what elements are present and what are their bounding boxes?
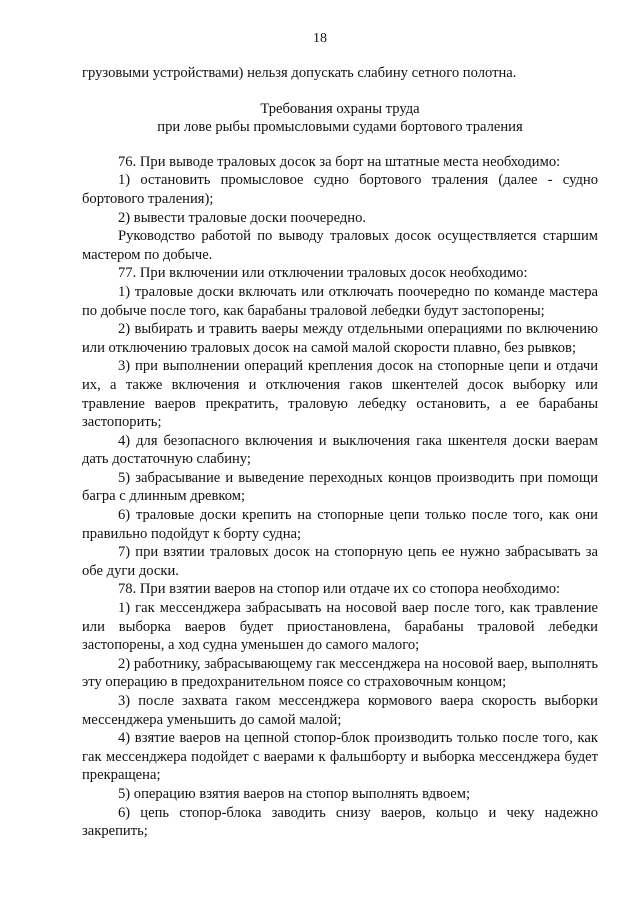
paragraph-77-item-5: 5) забрасывание и выведение переходных концов производить при помощи багра с длинным древком; xyxy=(82,469,598,505)
paragraph-78-item-1: 1) гак мессенджера забрасывать на носовой ваер после того, как травление или выборка ваеров будет приостановлена, барабаны траловой лебедки застопорены, а ход судна уменьшен до самого малого; xyxy=(82,600,598,654)
intro-paragraph: грузовыми устройствами) нельзя допускать слабину сетного полотна. xyxy=(82,65,517,81)
paragraph-76: 76. При выводе траловых досок за борт на штатные места необходимо: xyxy=(118,153,561,170)
paragraph-76-item-2: 2) вывести траловые доски поочередно. xyxy=(118,209,367,226)
document-body xyxy=(82,64,598,841)
paragraph-77-item-2: 2) выбирать и травить ваеры между отдельными операциями по включению или отключению траловых досок на самой малой скорости плавно, без рывков; xyxy=(82,321,598,356)
paragraph-76-item-1: 1) остановить промысловое судно бортового траления (далее - судно бортового траления); xyxy=(82,172,598,207)
paragraph-78: 78. При взятии ваеров на стопор или отдаче их со стопора необходимо: xyxy=(118,581,561,598)
paragraph-78-item-4: 4) взятие ваеров на цепной стопор-блок производить только после того, как гак мессенджера подойдет с ваерами к фальшборту и выборка мессенджера будет прекращена; xyxy=(82,730,598,784)
section-heading-line-1: Требования охраны труда xyxy=(260,100,420,117)
paragraph-78-item-5: 5) операцию взятия ваеров на стопор выполнять вдвоем; xyxy=(118,785,471,802)
page-number: 18 xyxy=(313,31,327,46)
paragraph-77-item-1: 1) траловые доски включать или отключать поочередно по команде мастера по добыче после того, как барабаны траловой лебедки будут застопорены; xyxy=(82,283,598,319)
paragraph-78-item-3: 3) после захвата гаком мессенджера кормового ваера скорость выборки мессенджера уменьшить до самой малой; xyxy=(82,693,598,728)
paragraph-77-item-4: 4) для безопасного включения и выключения гака шкентеля доски ваерам дать достаточную слабину; xyxy=(82,432,598,468)
paragraph-77-item-6: 6) траловые доски крепить на стопорные цепи только после того, как они правильно подойдут к борту судна; xyxy=(82,507,598,542)
paragraph-77-item-3: 3) при выполнении операций крепления досок на стопорные цепи и отдачи их, а также включения и отключения гаков шкентелей досок выборку или травление ваеров прекратить, траловую лебедку остановить, а ее барабаны застопорить; xyxy=(82,358,598,431)
paragraph-78-item-6: 6) цепь стопор-блока заводить снизу ваеров, кольцо и чеку надежно закрепить; xyxy=(82,804,598,840)
paragraph-76-note: Руководство работой по выводу траловых досок осуществляется старшим мастером по добыче. xyxy=(82,228,598,263)
section-heading-line-2: при лове рыбы промысловыми судами бортового траления xyxy=(157,119,523,136)
section-heading xyxy=(82,100,598,137)
paragraph-78-item-2: 2) работнику, забрасывающему гак мессенджера на носовой ваер, выполнять эту операцию в предохранительном поясе со страховочным концом; xyxy=(82,655,598,691)
paragraph-77: 77. При включении или отключении траловых досок необходимо: xyxy=(118,265,528,282)
paragraph-77-item-7: 7) при взятии траловых досок на стопорную цепь ее нужно забрасывать за обе дуги доски. xyxy=(82,544,598,579)
